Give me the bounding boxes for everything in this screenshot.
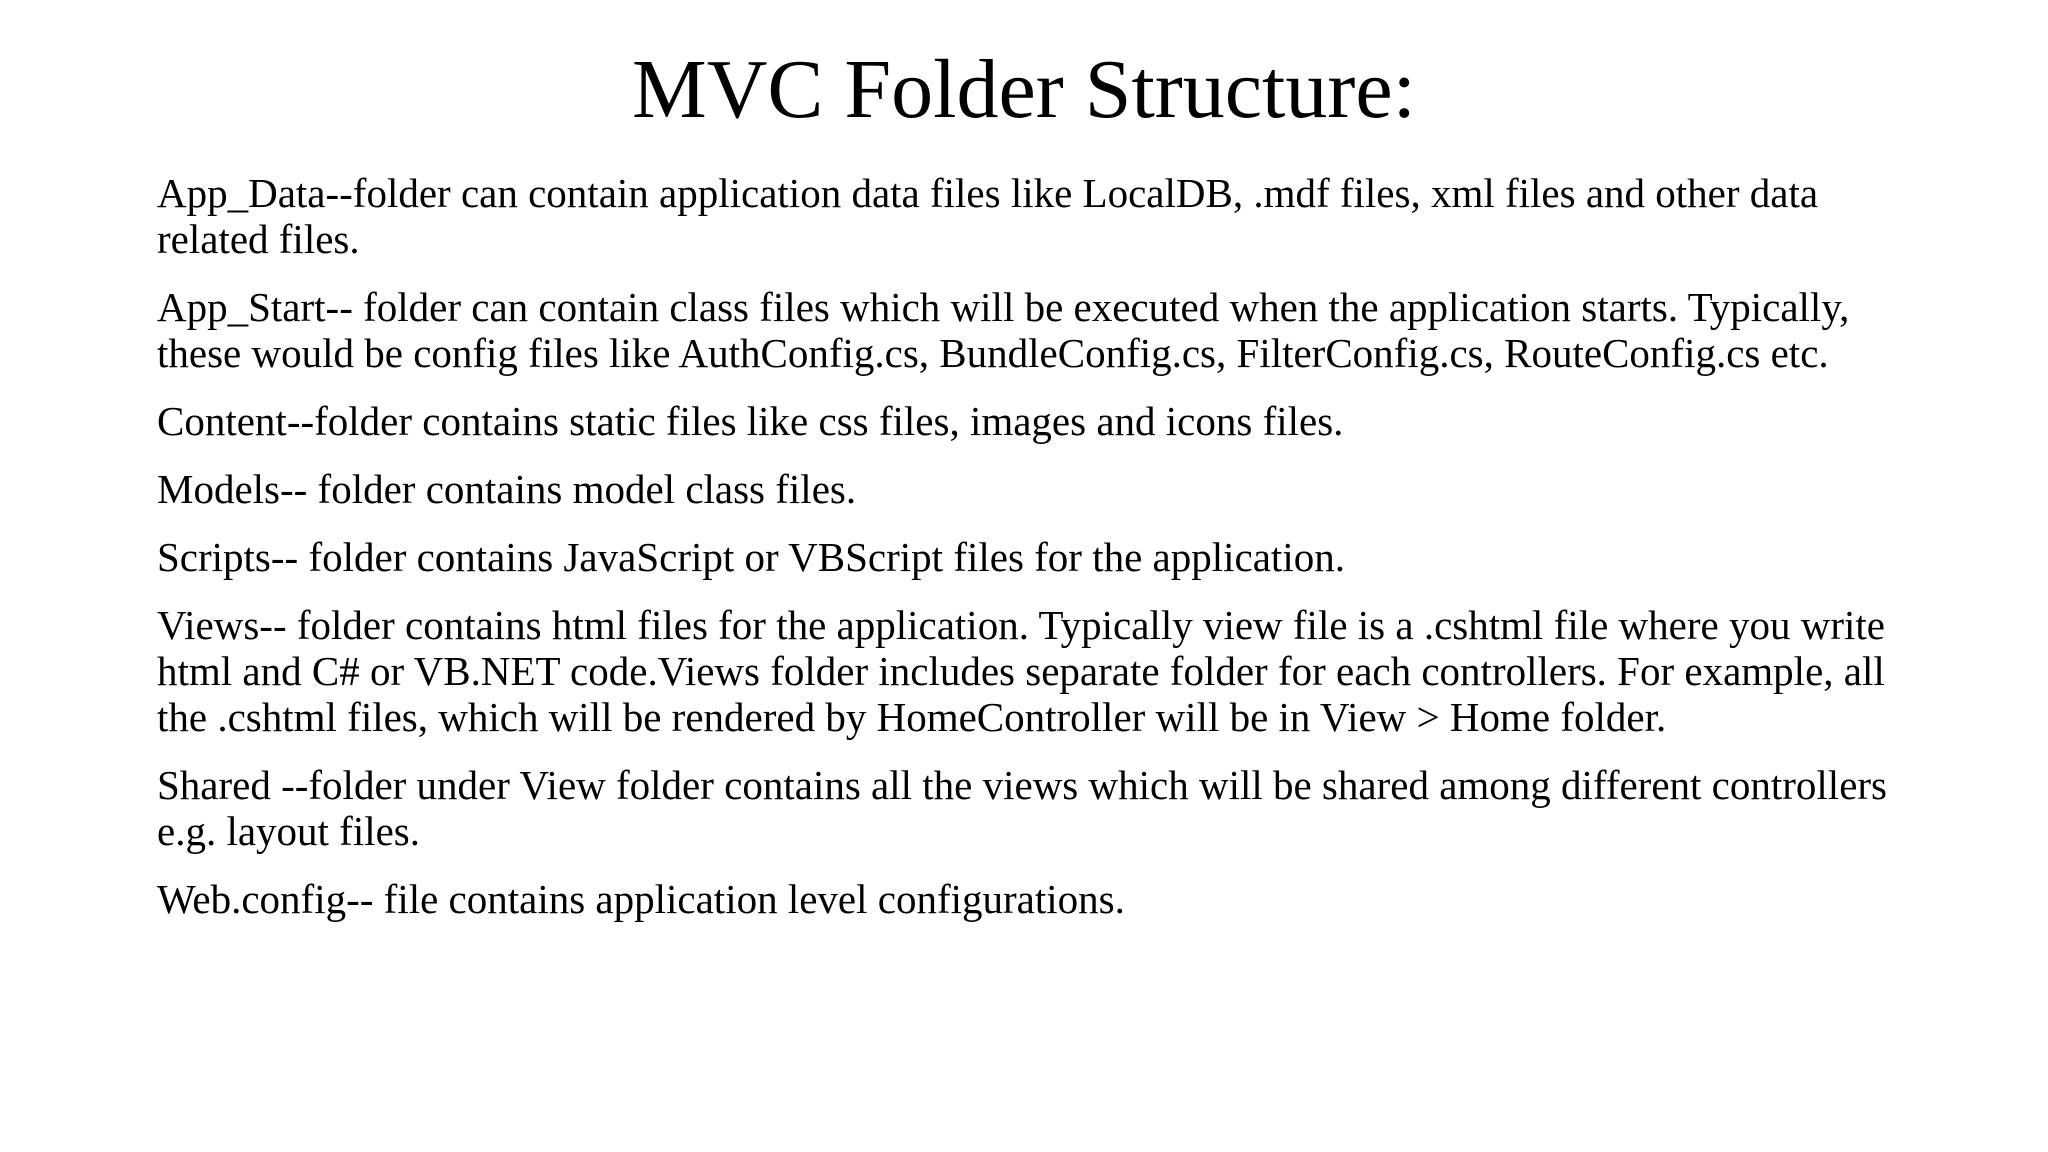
paragraph-models: Models-- folder contains model class files. <box>157 466 857 512</box>
paragraph-scripts: Scripts-- folder contains JavaScript or VBScript files for the application. <box>157 534 1345 580</box>
paragraph-app-data: App_Data--folder can contain application data files like LocalDB, .mdf files, xml files and other data related files. <box>157 170 1819 262</box>
slide-title: MVC Folder Structure: <box>632 43 1416 136</box>
paragraph-app-start: App_Start-- folder can contain class files which will be executed when the application starts. Typically, these would be config files like AuthConfig.cs, BundleConfig.cs, FilterConfig.cs, RouteConfig.cs etc. <box>157 284 1850 376</box>
paragraph-views: Views-- folder contains html files for the application. Typically view file is a .cshtml file where you write html and C# or VB.NET code.Views folder includes separate folder for each controllers. For example, all the .cshtml files, which will be rendered by HomeController will be in View > Home folder. <box>157 602 1885 740</box>
slide-body <box>157 170 1917 944</box>
paragraph-content: Content--folder contains static files like css files, images and icons files. <box>157 398 1344 444</box>
paragraph-shared: Shared --folder under View folder contains all the views which will be shared among different controllers e.g. layout files. <box>157 762 1888 854</box>
paragraph-web-config: Web.config-- file contains application level configurations. <box>157 876 1125 922</box>
